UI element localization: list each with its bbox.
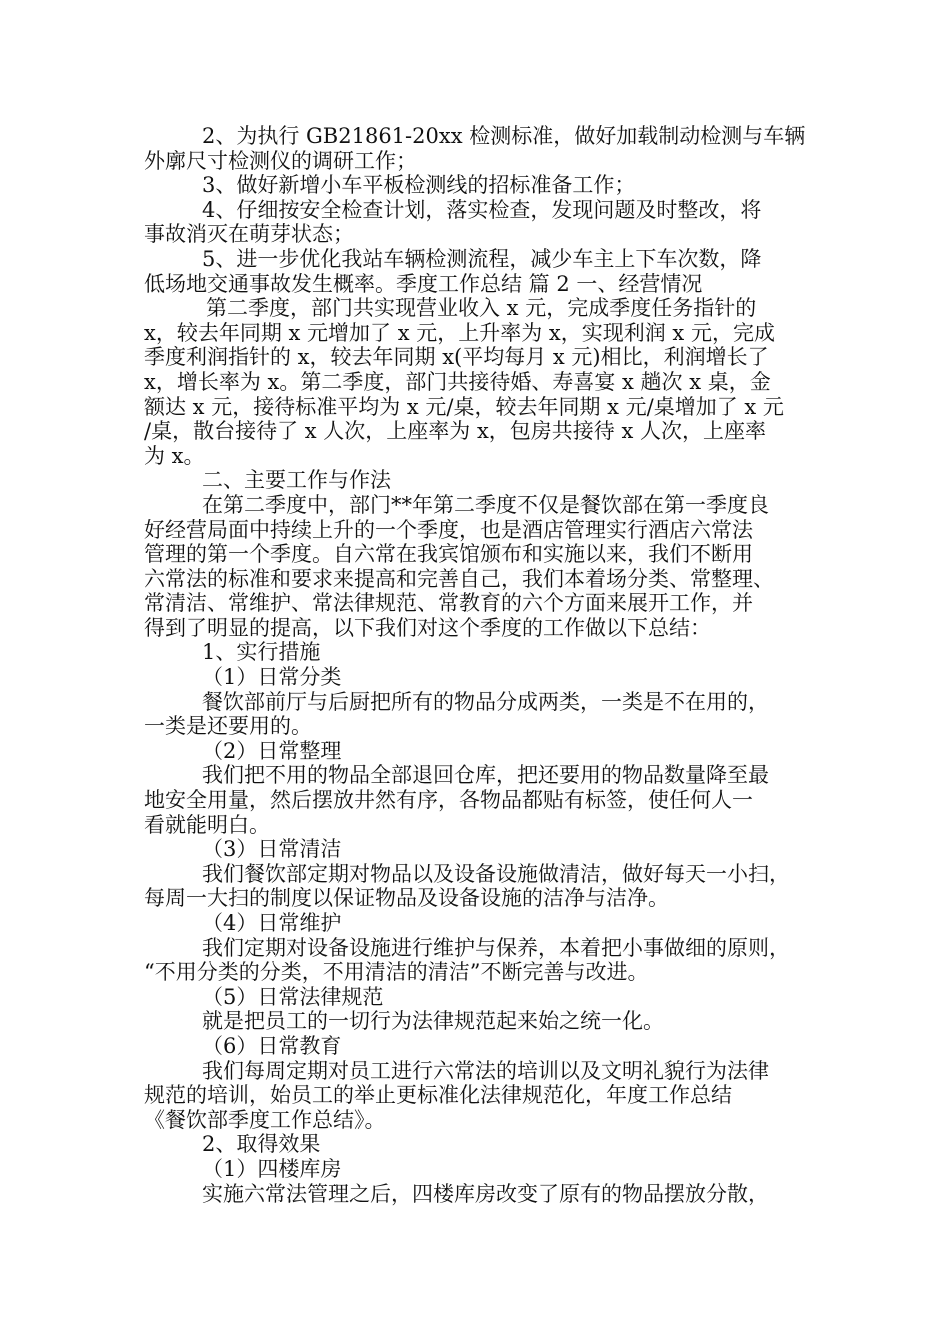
document-body [144, 124, 814, 1206]
document-line: 常清洁、常维护、常法律规范、常教育的六个方面来展开工作，并 [144, 591, 753, 616]
document-line: 一类是还要用的。 [144, 714, 312, 739]
document-line: 二、主要工作与作法 [202, 468, 391, 493]
document-line: 《餐饮部季度工作总结》。 [144, 1107, 386, 1132]
document-line: 就是把员工的一切行为法律规范起来始之统一化。 [202, 1009, 664, 1034]
document-line: 4、仔细按安全检查计划，落实检查，发现问题及时整改，将 [202, 197, 762, 222]
document-line: 六常法的标准和要求来提高和完善自己，我们本着场分类、常整理、 [144, 566, 774, 591]
document-line: 我们餐饮部定期对物品以及设备设施做清洁，做好每天一小扫， [202, 861, 790, 886]
document-line: （3）日常清洁 [202, 837, 342, 862]
document-line: 看就能明白。 [144, 812, 270, 837]
document-line: x，较去年同期 x 元增加了 x 元，上升率为 x，实现利润 x 元，完成 [144, 320, 775, 345]
document-line: （6）日常教育 [202, 1033, 342, 1058]
document-line: 得到了明显的提高，以下我们对这个季度的工作做以下总结： [144, 615, 711, 640]
document-line: （1）日常分类 [202, 665, 342, 690]
document-line: 额达 x 元，接待标准平均为 x 元/桌，较去年同期 x 元/桌增加了 x 元 [144, 394, 784, 419]
document-line: “不用分类的分类，不用清洁的清洁”不断完善与改进。 [144, 960, 649, 985]
document-line: （1）四楼库房 [202, 1156, 342, 1181]
document-line: x，增长率为 x。第二季度，部门共接待婚、寿喜宴 x 趟次 x 桌，金 [144, 369, 771, 394]
document-line: 1、实行措施 [202, 640, 321, 665]
document-line: 管理的第一个季度。自六常在我宾馆颁布和实施以来，我们不断用 [144, 542, 753, 567]
document-line: 5、进一步优化我站车辆检测流程，减少车主上下车次数，降 [202, 246, 762, 271]
document-line: 2、为执行 GB21861-20xx 检测标准，做好加载制动检测与车辆 [202, 124, 806, 148]
document-line: 季度利润指针的 x，较去年同期 x(平均每月 x 元)相比，利润增长了 [144, 345, 769, 370]
document-line: 规范的培训，始员工的举止更标准化法律规范化，年度工作总结 [144, 1083, 732, 1108]
document-line: 外廓尺寸检测仪的调研工作； [144, 148, 417, 173]
document-line: 低场地交通事故发生概率。季度工作总结 篇 2 一、经营情况 [144, 271, 703, 296]
document-line: 我们每周定期对员工进行六常法的培训以及文明礼貌行为法律 [202, 1058, 769, 1083]
document-line: 3、做好新增小车平板检测线的招标准备工作； [202, 173, 636, 198]
document-line: （2）日常整理 [202, 738, 342, 763]
document-line: 好经营局面中持续上升的一个季度，也是酒店管理实行酒店六常法 [144, 517, 753, 542]
document-line: 事故消灭在萌芽状态； [144, 222, 354, 247]
document-line: （4）日常维护 [202, 911, 342, 935]
document-line: 2、取得效果 [202, 1132, 321, 1157]
document-line: 每周一大扫的制度以保证物品及设备设施的洁净与洁净。 [144, 886, 669, 911]
document-line: 地安全用量，然后摆放井然有序，各物品都贴有标签，使任何人一 [144, 788, 753, 813]
document-line: 实施六常法管理之后，四楼库房改变了原有的物品摆放分散， [202, 1181, 769, 1206]
document-line: 第二季度，部门共实现营业收入 x 元，完成季度任务指针的 [206, 296, 757, 321]
document-line: 在第二季度中，部门**年第二季度不仅是餐饮部在第一季度良 [202, 492, 769, 517]
document-line: 餐饮部前厅与后厨把所有的物品分成两类，一类是不在用的， [202, 689, 769, 714]
document-line: 我们把不用的物品全部退回仓库，把还要用的物品数量降至最 [202, 763, 769, 788]
document-line: 我们定期对设备设施进行维护与保养，本着把小事做细的原则， [202, 935, 790, 960]
document-line: 为 x。 [144, 443, 205, 468]
document-line: （5）日常法律规范 [202, 984, 384, 1009]
document-line: /桌，散台接待了 x 人次，上座率为 x，包房共接待 x 人次，上座率 [144, 419, 766, 444]
